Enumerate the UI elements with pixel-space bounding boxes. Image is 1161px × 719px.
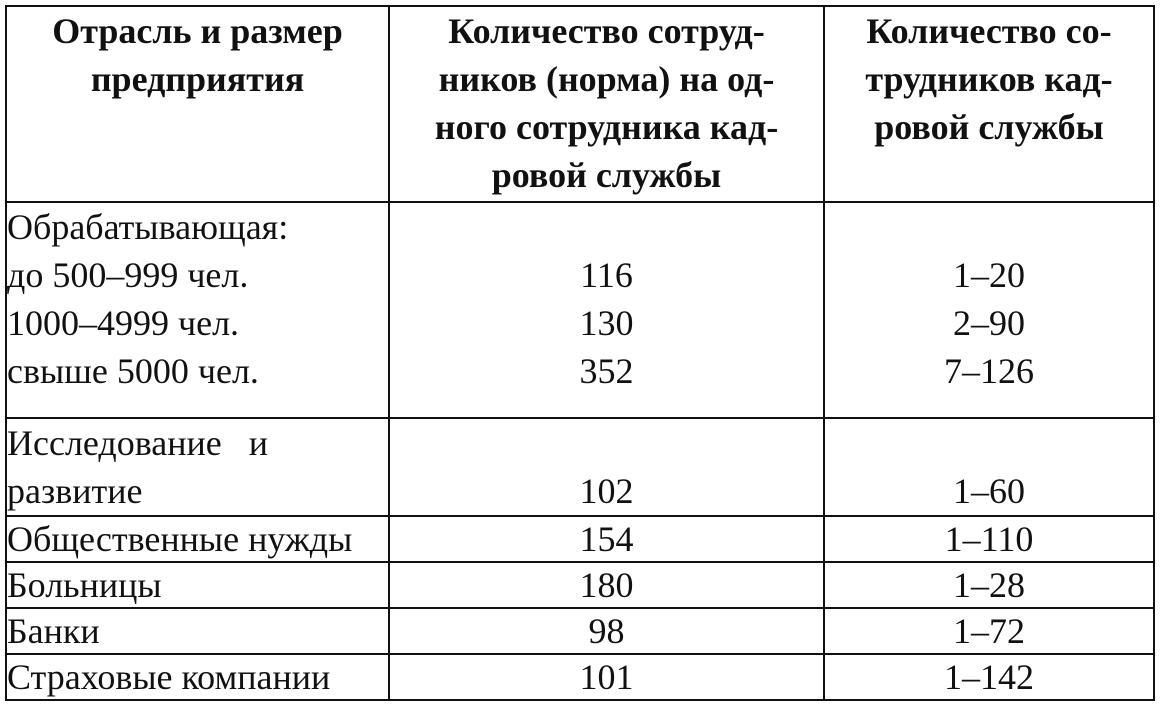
hr-staff-value: 1–60 <box>953 471 1025 511</box>
norm-cell <box>389 202 824 418</box>
manufacturing-title: Обрабатывающая: <box>7 207 289 247</box>
table-row-manufacturing <box>6 202 1154 418</box>
hr-staff-cell: 1–142 <box>824 654 1154 700</box>
header-line: ровой службы <box>491 155 722 195</box>
norm-cell: 180 <box>389 562 824 608</box>
norm-cell: 98 <box>389 608 824 654</box>
hr-staff-cell <box>824 202 1154 418</box>
hr-staffing-table <box>5 5 1155 701</box>
header-line: предприятия <box>90 59 305 99</box>
industry-cell: Банки <box>6 608 389 654</box>
header-line: Отрасль и размер <box>52 11 343 51</box>
norm-value: 130 <box>579 303 634 343</box>
norm-cell <box>389 418 824 516</box>
header-hr-staff <box>824 6 1154 202</box>
size-label: свыше 5000 чел. <box>7 351 259 391</box>
hr-staff-value: 1–20 <box>953 255 1025 295</box>
size-label: 1000–4999 чел. <box>7 303 240 343</box>
industry-cell: Общественные нужды <box>6 516 389 562</box>
size-label: до 500–999 чел. <box>7 255 249 295</box>
table-header-row <box>6 6 1154 202</box>
header-line: ровой службы <box>874 107 1104 147</box>
industry-cell <box>6 418 389 516</box>
header-line: ного сотрудника кад- <box>434 107 779 147</box>
header-line: ников (норма) на од- <box>438 59 775 99</box>
header-industry <box>6 6 389 202</box>
table-row <box>6 654 1154 700</box>
hr-staff-value: 2–90 <box>953 303 1025 343</box>
header-norm <box>389 6 824 202</box>
research-label: Исследование и <box>7 423 269 463</box>
table-row <box>6 608 1154 654</box>
norm-value: 102 <box>579 471 634 511</box>
norm-value: 352 <box>579 351 634 391</box>
header-line: Количество сотруд- <box>448 11 765 51</box>
industry-cell <box>6 202 389 418</box>
hr-staff-cell: 1–110 <box>824 516 1154 562</box>
hr-staff-cell <box>824 418 1154 516</box>
industry-cell: Страховые компании <box>6 654 389 700</box>
hr-staff-cell: 1–28 <box>824 562 1154 608</box>
norm-cell: 101 <box>389 654 824 700</box>
research-label: развитие <box>7 471 143 511</box>
table-row <box>6 562 1154 608</box>
industry-cell: Больницы <box>6 562 389 608</box>
header-line: трудников кад- <box>865 59 1113 99</box>
norm-value: 116 <box>580 255 633 295</box>
table-row-research <box>6 418 1154 516</box>
hr-staff-cell: 1–72 <box>824 608 1154 654</box>
table-row <box>6 516 1154 562</box>
header-line: Количество со- <box>866 11 1112 51</box>
norm-cell: 154 <box>389 516 824 562</box>
hr-staff-value: 7–126 <box>944 351 1034 391</box>
